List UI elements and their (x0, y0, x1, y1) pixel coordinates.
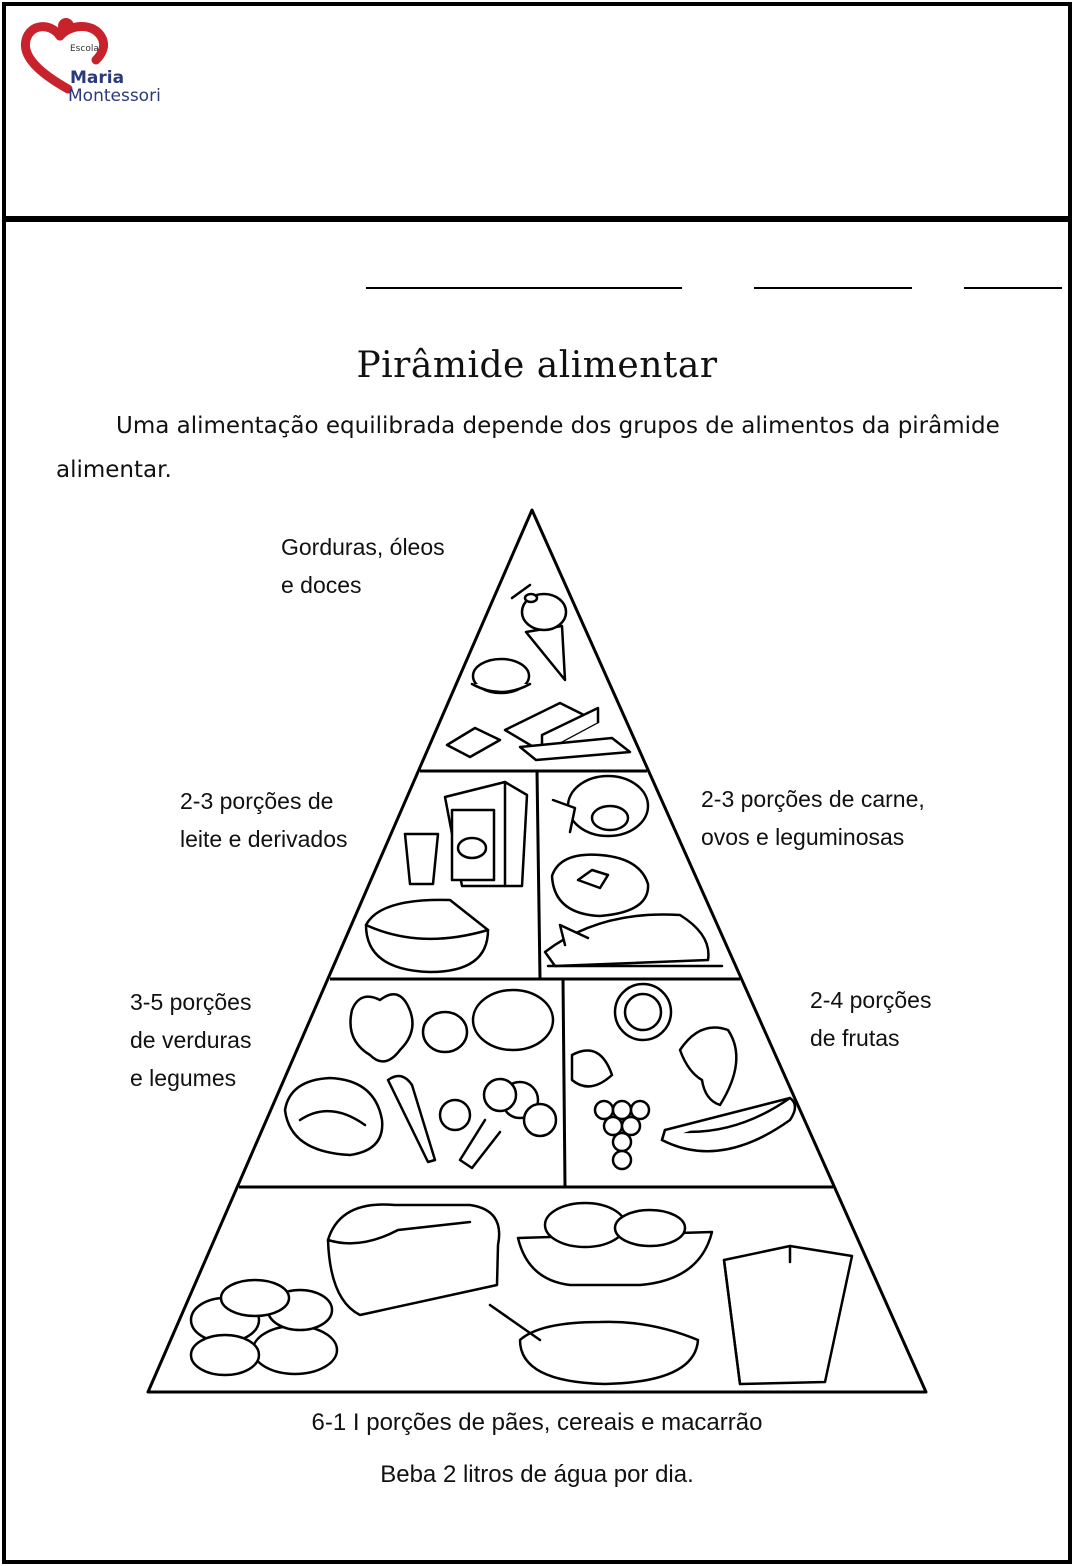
orange-icon (615, 984, 671, 1040)
logo-text-montessori: Montessori (68, 86, 161, 106)
cookies-icon (191, 1280, 337, 1375)
steak-icon (552, 855, 648, 916)
cabbage-icon (285, 1078, 382, 1155)
label-meat: 2-3 porções de carne, ovos e leguminosas (701, 786, 925, 850)
label-vegetables: 3-5 porções de verduras e legumes (130, 989, 252, 1091)
logo-text-maria: Maria (70, 68, 125, 88)
fish-icon (545, 914, 722, 966)
logo-text-escola: Escola (70, 44, 99, 54)
pasta-icon (518, 1203, 712, 1285)
banana-icon (680, 1028, 736, 1106)
water-note: Beba 2 litros de água por dia. (380, 1461, 694, 1488)
butter-icon (447, 703, 630, 760)
bread-icon (328, 1204, 499, 1315)
label-fats: Gorduras, óleos e doces (281, 534, 445, 598)
label-fruits: 2-4 porções de frutas (810, 987, 932, 1051)
broccoli-icon (440, 1079, 556, 1168)
label-grains: 6-1 I porções de pães, cereais e macarrão (311, 1409, 763, 1436)
chicken-icon (553, 776, 648, 836)
rice-icon (490, 1305, 698, 1384)
label-dairy: 2-3 porções de leite e derivados (180, 788, 348, 852)
lettuce-icon (350, 994, 412, 1061)
burger-icon (472, 659, 530, 693)
carrot-icon (388, 1076, 435, 1162)
grapes-icon (572, 1051, 649, 1170)
cereal-box-icon (724, 1246, 852, 1384)
potato-icon (423, 990, 553, 1052)
cheese-icon (366, 900, 488, 972)
milk-glass-icon (405, 834, 438, 884)
intro-text: Uma alimentação equilibrada depende dos grupos de alimentos da pirâmide alimentar. (56, 413, 1000, 483)
milk-carton-icon (445, 782, 527, 886)
page-title: Pirâmide alimentar (356, 345, 718, 386)
watermelon-icon (662, 1098, 795, 1151)
